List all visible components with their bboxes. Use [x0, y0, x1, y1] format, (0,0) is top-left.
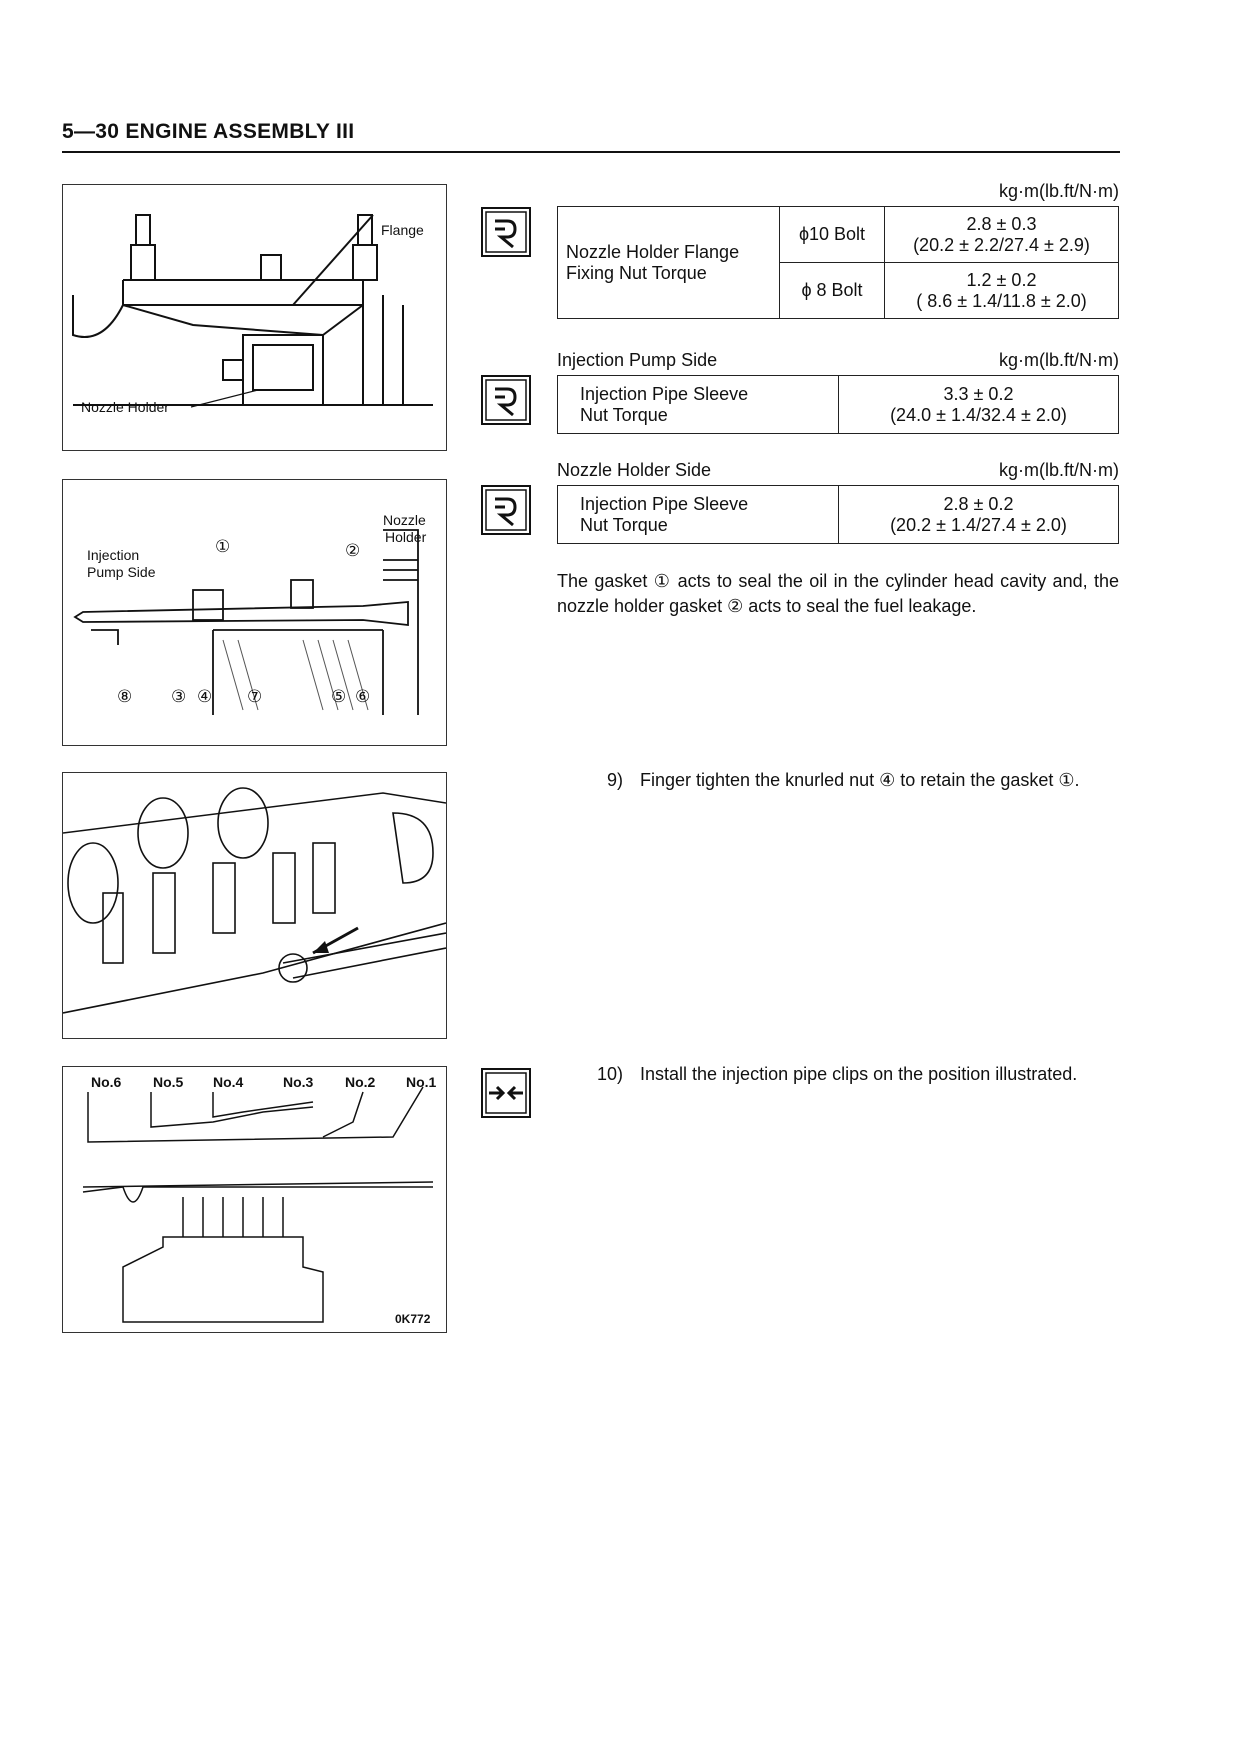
label-nozzle: Nozzle: [383, 512, 426, 528]
label-injection: Injection: [87, 547, 140, 563]
spec2-unit: kg·m(lb.ft/N·m): [999, 350, 1119, 370]
figure-injection-pipe-clips: [62, 1066, 447, 1333]
label-no1: No.1: [406, 1074, 437, 1090]
torque-wrench-icon: [481, 375, 531, 425]
spec1-item: Nozzle Holder Flange Fixing Nut Torque: [558, 207, 780, 319]
spec1-value-10: 2.8 ± 0.3 (20.2 ± 2.2/27.4 ± 2.9): [885, 207, 1119, 263]
figure-nozzle-holder-flange: [62, 184, 447, 451]
label-no3: No.3: [283, 1074, 314, 1090]
spec2-table: [557, 375, 1119, 434]
step-10: [597, 1062, 1119, 1122]
label-no2: No.2: [345, 1074, 376, 1090]
step-number: 10): [597, 1064, 624, 1084]
figure-code: 0K772: [395, 1312, 431, 1326]
callout-4: ④: [197, 687, 213, 706]
spec3-item: Injection Pipe Sleeve Nut Torque: [558, 486, 839, 544]
spec2-section-title: Injection Pump Side: [557, 350, 718, 370]
gasket-note: The gasket ① acts to seal the oil in the cylinder head cavity and, the nozzle holder gasket ② acts to seal the fuel leakage.: [557, 571, 1119, 616]
spec1-value-8: 1.2 ± 0.2 ( 8.6 ± 1.4/11.8 ± 2.0): [885, 263, 1119, 319]
spec2-value: 3.3 ± 0.2 (24.0 ± 1.4/32.4 ± 2.0): [839, 376, 1119, 434]
spec1-bolt-8: ϕ 8 Bolt: [780, 263, 885, 319]
label-no4: No.4: [213, 1074, 244, 1090]
page-header: 5—30 ENGINE ASSEMBLY III: [62, 120, 355, 143]
spec1-table: [557, 206, 1119, 319]
torque-wrench-icon: [481, 207, 531, 257]
spec1-bolt-10: ϕ10 Bolt: [780, 207, 885, 263]
callout-3: ③: [171, 687, 187, 706]
header-rule: [62, 151, 1120, 153]
label-pump-side: Pump Side: [87, 564, 156, 580]
label-no5: No.5: [153, 1074, 184, 1090]
callout-2: ②: [345, 541, 361, 560]
spec1-unit: kg·m(lb.ft/N·m): [999, 181, 1119, 201]
label-holder: Holder: [385, 529, 427, 545]
step-9: [607, 768, 1119, 828]
step-text: Finger tighten the knurled nut ④ to retain the gasket ①.: [640, 770, 1080, 790]
callout-1: ①: [215, 537, 231, 556]
torque-wrench-icon: [481, 485, 531, 535]
spec3-unit: kg·m(lb.ft/N·m): [999, 460, 1119, 480]
callout-5: ⑤: [331, 687, 347, 706]
label-flange: Flange: [381, 222, 424, 238]
label-no6: No.6: [91, 1074, 122, 1090]
step-number: 9): [607, 770, 624, 790]
callout-7: ⑦: [247, 687, 263, 706]
spec3-table: [557, 485, 1119, 544]
callout-6: ⑥: [355, 687, 371, 706]
spec3-section-title: Nozzle Holder Side: [557, 460, 712, 480]
spec2-item: Injection Pipe Sleeve Nut Torque: [558, 376, 839, 434]
spec3-value: 2.8 ± 0.2 (20.2 ± 1.4/27.4 ± 2.0): [839, 486, 1119, 544]
figure-pipe-sleeve-section: [62, 479, 447, 746]
label-nozzle-holder: Nozzle Holder: [81, 399, 169, 415]
install-arrows-icon: [481, 1068, 531, 1118]
callout-8: ⑧: [117, 687, 133, 706]
figure-engine-knurled-nut: [62, 772, 447, 1039]
step-text: Install the injection pipe clips on the position illustrated.: [640, 1064, 1078, 1084]
